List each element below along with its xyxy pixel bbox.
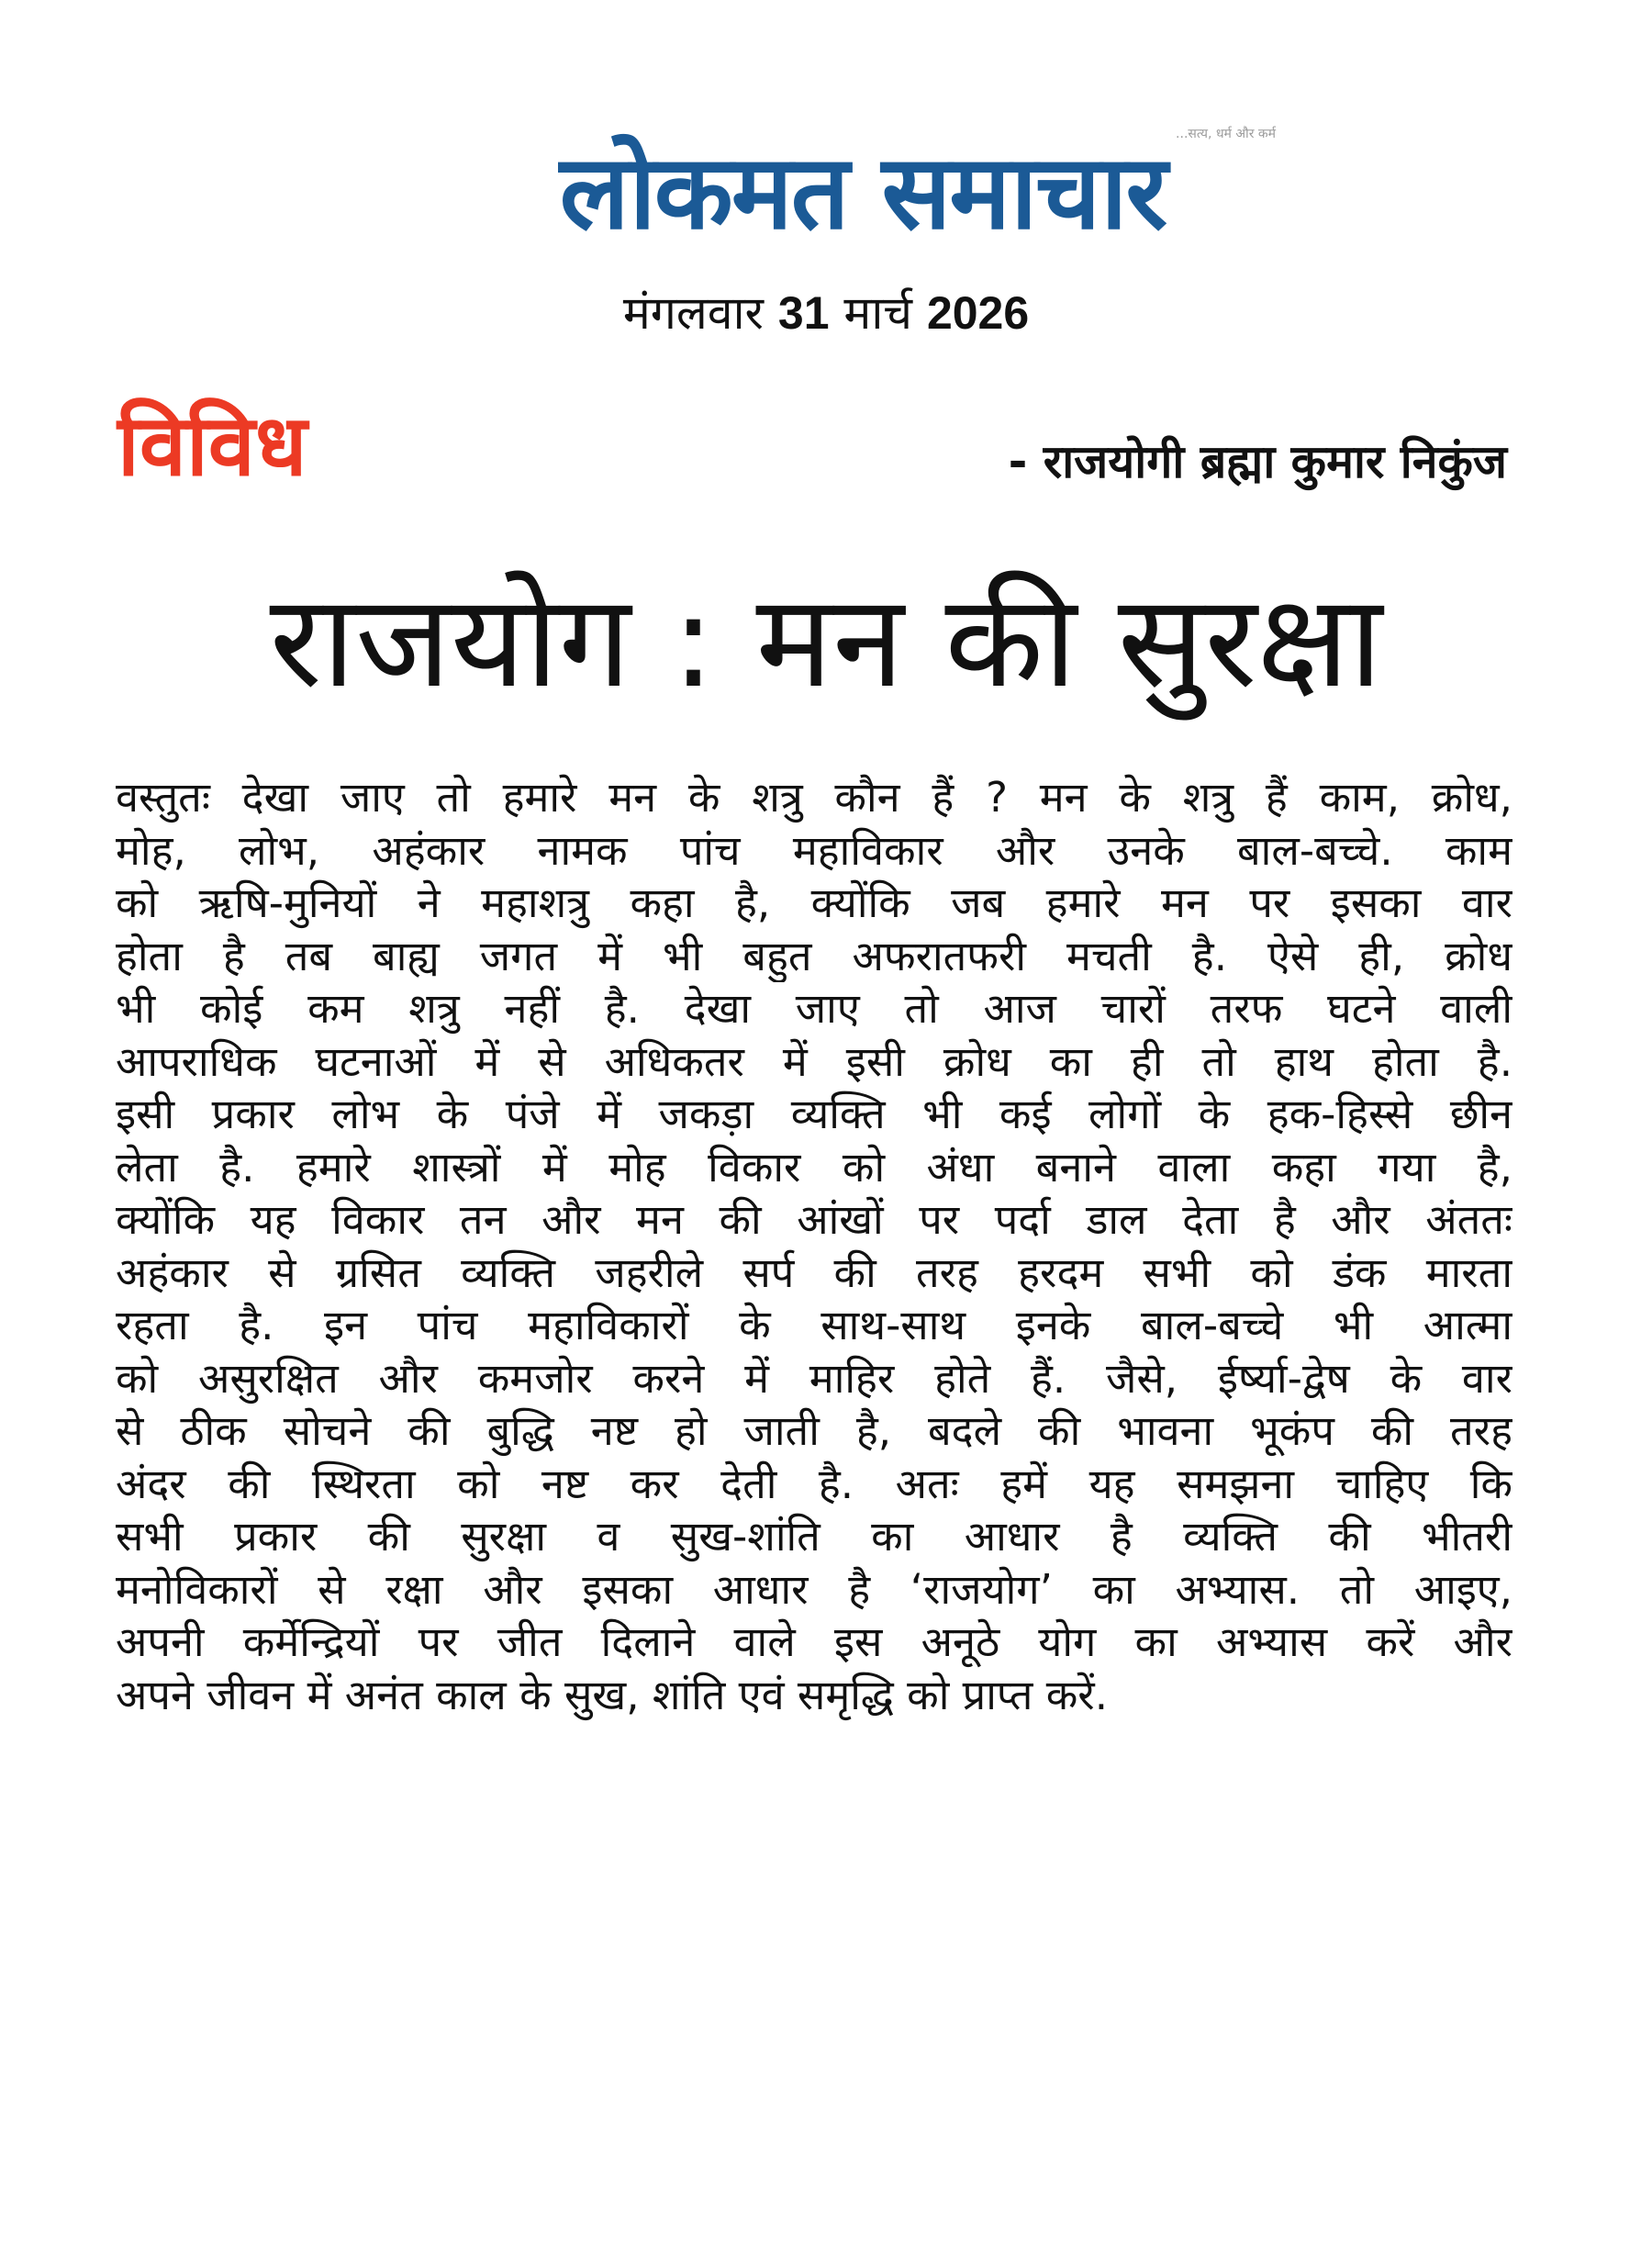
- date-day: 31: [777, 287, 830, 339]
- article-body-line: वस्तुतः देखा जाए तो हमारे मन के शत्रु कौन हैं ? मन के शत्रु हैं काम, क्रोध,: [116, 773, 1512, 822]
- article-body-line: लेता है. हमारे शास्त्रों में मोह विकार को अंधा बनाने वाला कहा गया है,: [116, 1142, 1512, 1192]
- article-body-line: अंदर की स्थिरता को नष्ट कर देती है. अतः हमें यह समझना चाहिए कि: [116, 1459, 1512, 1508]
- article-body-line: भी कोई कम शत्रु नहीं है. देखा जाए तो आज चारों तरफ घटने वाली: [116, 984, 1512, 1033]
- article-body-line: क्योंकि यह विकार तन और मन की आंखों पर पर्दा डाल देता है और अंततः: [116, 1195, 1512, 1244]
- logo-tagline: ...सत्य, धर्म और कर्म: [1176, 127, 1276, 141]
- masthead-logo: [441, 110, 1285, 275]
- article-body-line: अपनी कर्मेन्द्रियों पर जीत दिलाने वाले इस अनूठे योग का अभ्यास करें और: [116, 1617, 1512, 1666]
- article-body-line: को ऋषि-मुनियों ने महाशत्रु कहा है, क्योंकि जब हमारे मन पर इसका वार: [116, 878, 1512, 927]
- article-body-line: अपने जीवन में अनंत काल के सुख, शांति एवं समृद्धि को प्राप्त करें.: [116, 1670, 1109, 1719]
- article-body-line: को असुरक्षित और कमजोर करने में माहिर होते हैं. जैसे, ईर्ष्या-द्वेष के वार: [116, 1353, 1512, 1403]
- article-body-line: मोह, लोभ, अहंकार नामक पांच महाविकार और उनके बाल-बच्चे. काम: [116, 825, 1512, 875]
- date-month: मार्च: [843, 286, 913, 340]
- article-body-line: अहंकार से ग्रसित व्यक्ति जहरीले सर्प की तरह हरदम सभी को डंक मारता: [116, 1247, 1512, 1297]
- article-body-line: से ठीक सोचने की बुद्धि नष्ट हो जाती है, बदले की भावना भूकंप की तरह: [116, 1406, 1512, 1455]
- article-body-line: इसी प्रकार लोभ के पंजे में जकड़ा व्यक्ति भी कई लोगों के हक-हिस्से छीन: [116, 1090, 1512, 1138]
- article-headline: राजयोग : मन की सुरक्षा: [269, 567, 1383, 717]
- date-year: 2026: [926, 287, 1030, 339]
- article-body-line: रहता है. इन पांच महाविकारों के साथ-साथ इनके बाल-बच्चे भी आत्मा: [116, 1301, 1512, 1349]
- section-label: विविध: [117, 397, 307, 495]
- article-body-line: सभी प्रकार की सुरक्षा व सुख-शांति का आधार है व्यक्ति की भीतरी: [116, 1512, 1512, 1561]
- article-body: [116, 771, 1512, 1721]
- dateline: [0, 281, 1652, 345]
- article-body-line: होता है तब बाह्य जगत में भी बहुत अफरातफरी मचती है. ऐसे ही, क्रोध: [116, 931, 1512, 980]
- author-byline: - राजयोगी ब्रह्मा कुमार निकुंज: [1008, 435, 1507, 488]
- date-weekday: मंगलवार: [622, 286, 764, 340]
- article-body-line: आपराधिक घटनाओं में से अधिकतर में इसी क्रोध का ही तो हाथ होता है.: [116, 1036, 1512, 1086]
- article-body-line: मनोविकारों से रक्षा और इसका आधार है ‘राजयोग’ का अभ्यास. तो आइए,: [116, 1564, 1512, 1614]
- newspaper-logo: लोकमत समाचार: [559, 133, 1166, 252]
